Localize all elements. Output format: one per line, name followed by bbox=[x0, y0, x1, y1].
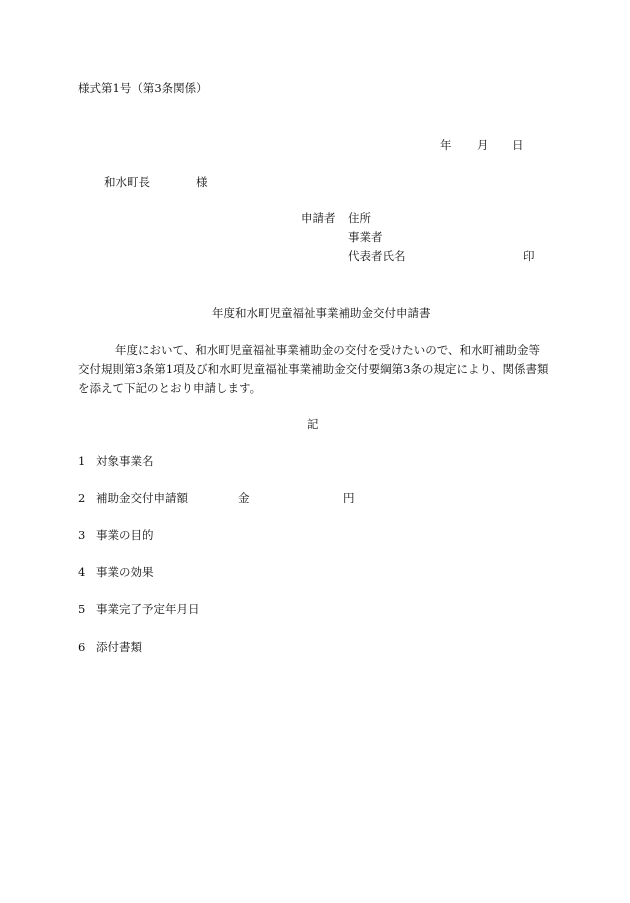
item-label: 対象事業名 bbox=[96, 454, 154, 468]
list-item bbox=[78, 528, 154, 542]
representative-label: 代表者氏名 bbox=[348, 249, 406, 263]
item-number: 1 bbox=[78, 454, 86, 468]
amount-suffix: 円 bbox=[343, 491, 355, 505]
seal-mark: 印 bbox=[523, 249, 535, 263]
item-number: 3 bbox=[78, 528, 86, 542]
business-label: 事業者 bbox=[348, 230, 383, 244]
date-month-label: 月 bbox=[477, 138, 489, 152]
addressee-honorific: 様 bbox=[196, 175, 208, 189]
document-title: 年度和水町児童福祉事業補助金交付申請書 bbox=[212, 306, 431, 320]
body-line: 年度において、和水町児童福祉事業補助金の交付を受けたいので、和水町補助金等 bbox=[115, 343, 541, 357]
body-paragraph bbox=[78, 341, 548, 398]
list-item bbox=[78, 640, 142, 654]
item-label: 補助金交付申請額 bbox=[96, 491, 188, 505]
body-line: を添えて下記のとおり申請します。 bbox=[78, 381, 262, 395]
item-number: 4 bbox=[78, 565, 86, 579]
form-number: 様式第1号（第3条関係） bbox=[78, 81, 208, 95]
applicant-label: 申請者 bbox=[301, 211, 336, 225]
item-label: 添付書類 bbox=[96, 640, 142, 654]
address-label: 住所 bbox=[348, 211, 371, 225]
date-year-label: 年 bbox=[440, 138, 452, 152]
body-line: 交付規則第3条第1項及び和水町児童福祉事業補助金交付要綱第3条の規定により、関係書類 bbox=[78, 362, 549, 376]
date-day-label: 日 bbox=[512, 138, 524, 152]
item-label: 事業完了予定年月日 bbox=[96, 602, 200, 616]
list-item bbox=[78, 491, 188, 505]
item-number: 6 bbox=[78, 640, 86, 654]
amount-prefix: 金 bbox=[238, 491, 250, 505]
item-label: 事業の目的 bbox=[96, 528, 154, 542]
item-number: 2 bbox=[78, 491, 86, 505]
ki-heading: 記 bbox=[307, 417, 319, 431]
item-label: 事業の効果 bbox=[96, 565, 154, 579]
list-item bbox=[78, 565, 154, 579]
item-number: 5 bbox=[78, 602, 86, 616]
addressee-name: 和水町長 bbox=[104, 175, 150, 189]
list-item bbox=[78, 454, 154, 468]
list-item bbox=[78, 602, 200, 616]
